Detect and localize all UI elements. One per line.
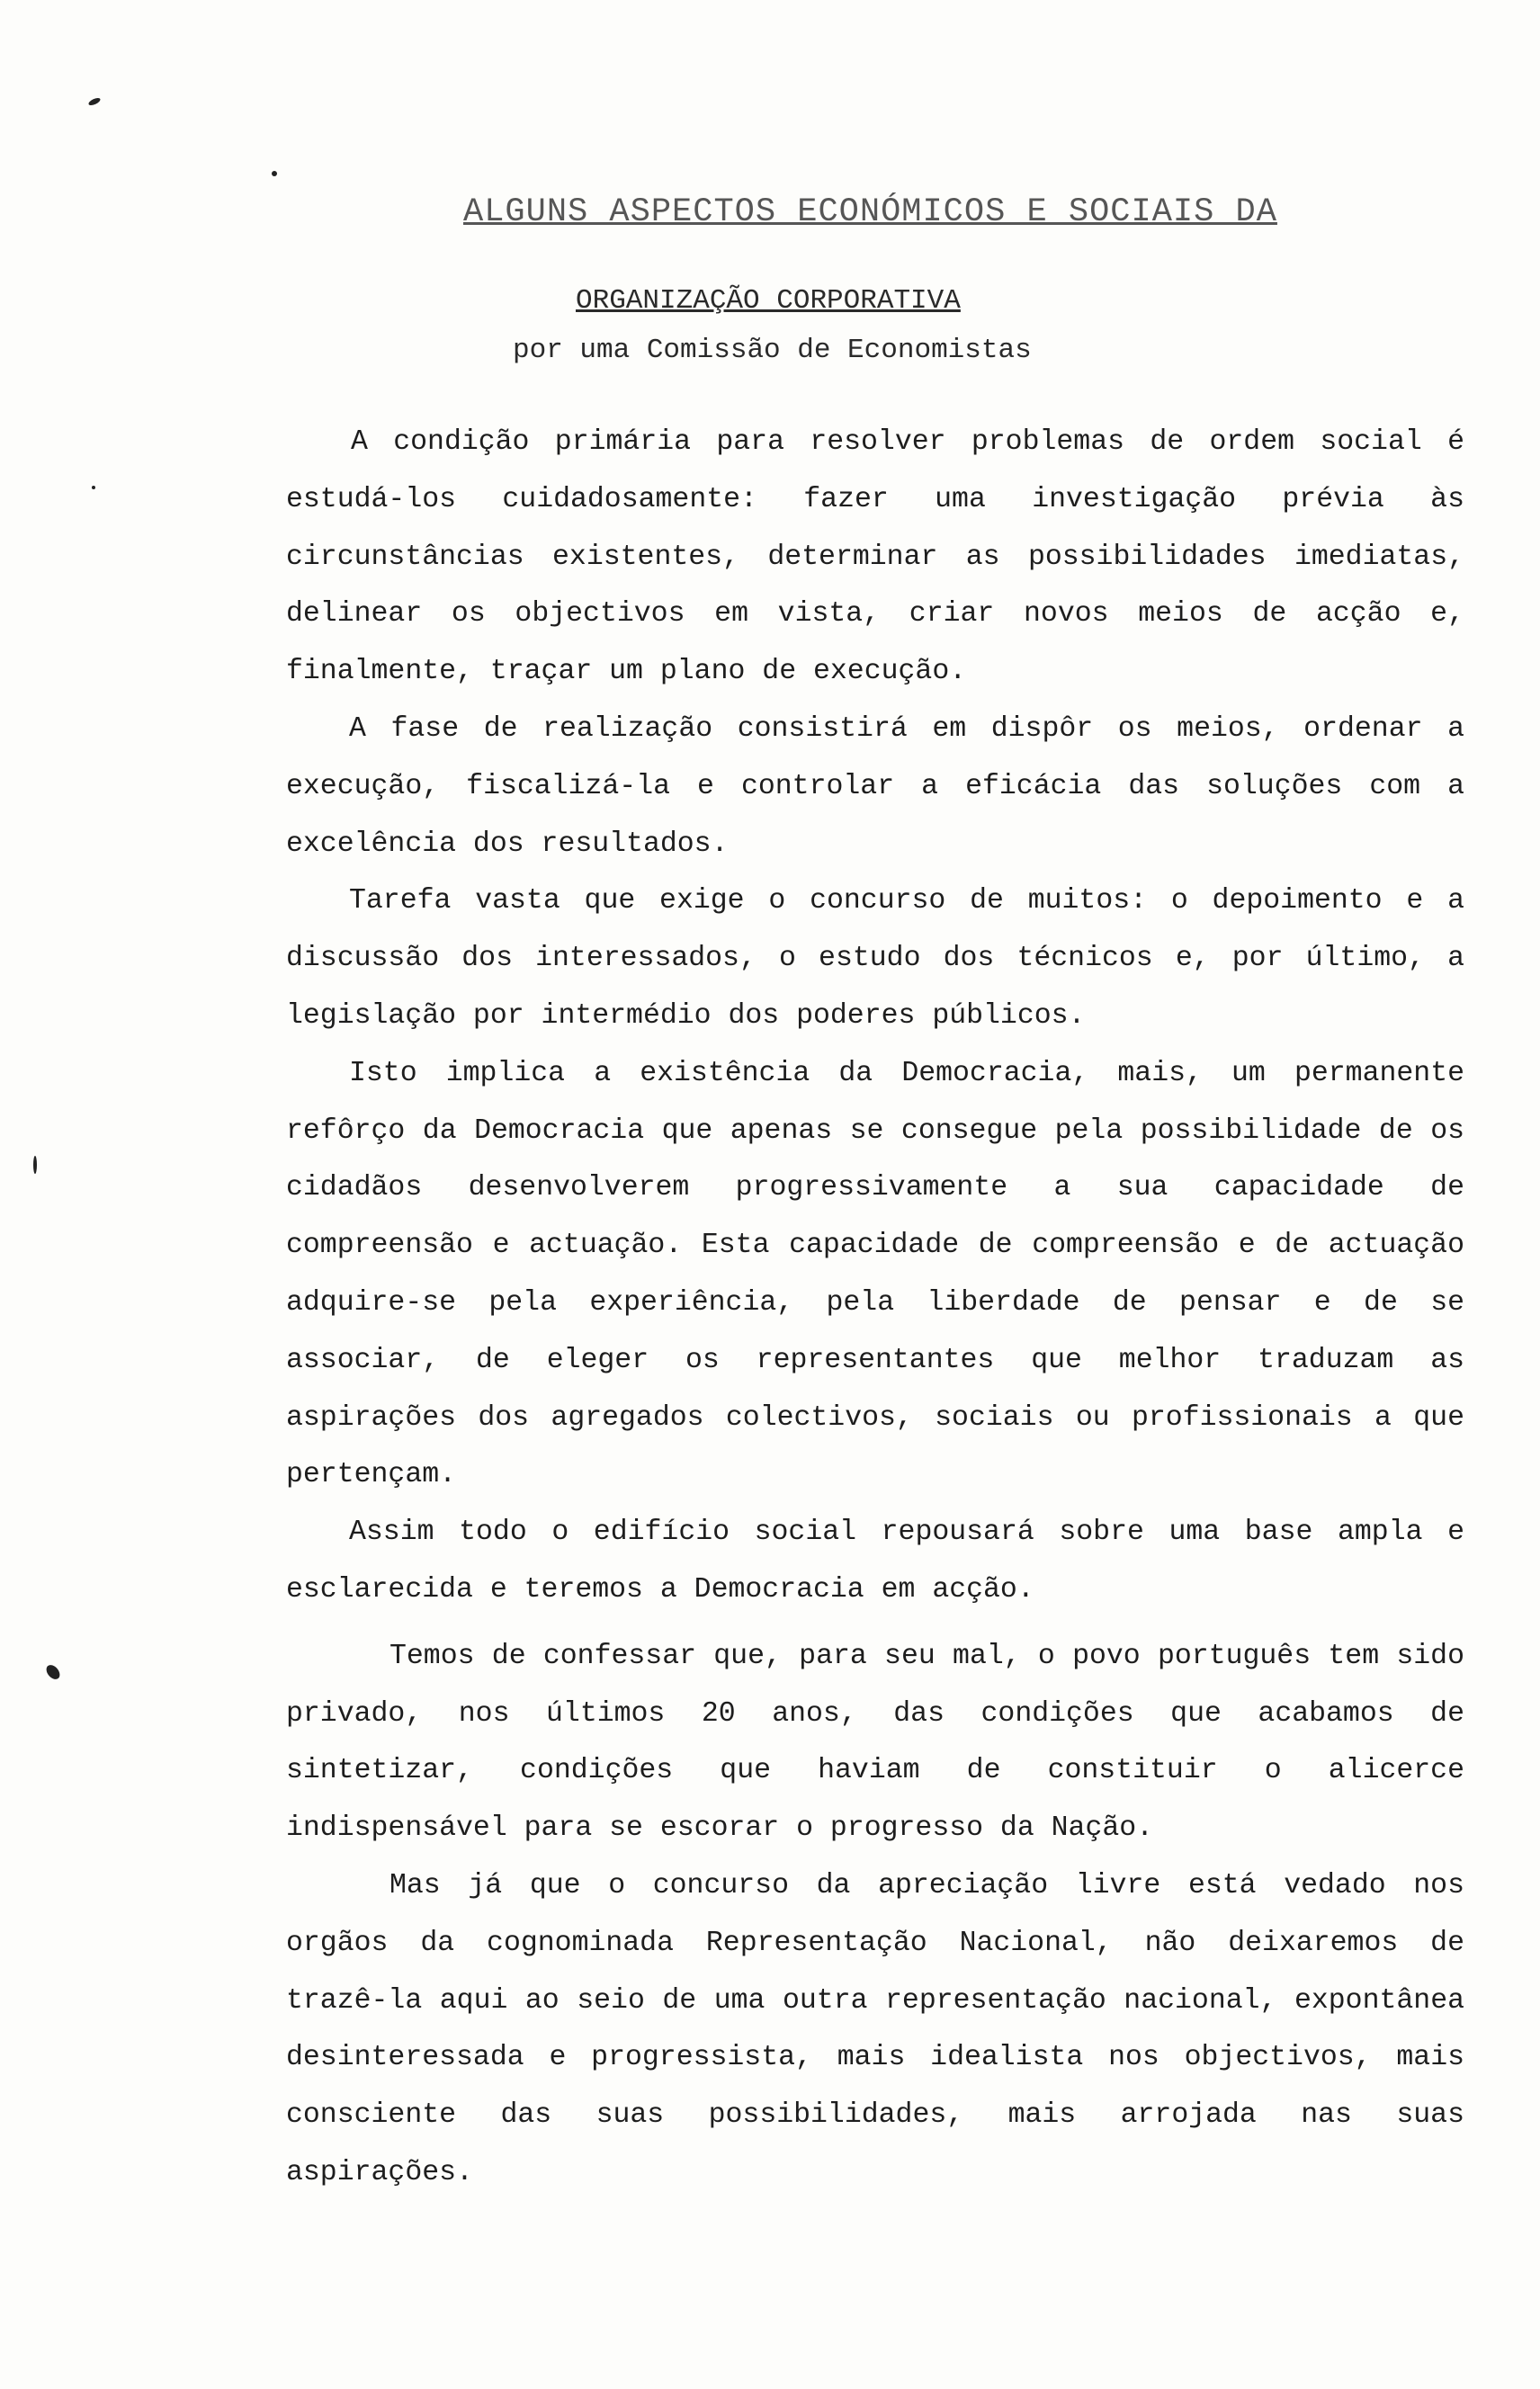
- document-subtitle: por uma Comissão de Economistas: [513, 335, 1032, 366]
- paragraph: Temos de confessar que, para seu mal, o povo português tem sido privado, nos últimos 20 anos, das condições que acabamos de sintetizar, condições que haviam de constituir o alicerce indispensável para se escorar o progresso da Nação.: [286, 1640, 1464, 1845]
- document-title-line2: ORGANIZAÇÃO CORPORATIVA: [576, 285, 961, 317]
- paragraph: Assim todo o edifício social repousará sobre uma base ampla e esclarecida e teremos a Democracia em acção.: [286, 1517, 1464, 1606]
- document-title: ALGUNS ASPECTOS ECONÓMICOS E SOCIAIS DA: [463, 193, 1277, 231]
- paragraph: Mas já que o concurso da apreciação livre está vedado nos orgãos da cognominada Representação Nacional, não deixaremos de trazê-la aqui ao seio de uma outra representação nacional, expontânea desinteressada e progressista, mais idealista nos objectivos, mais consciente das suas possibilidades, mais arrojada nas suas aspirações.: [286, 1869, 1464, 2188]
- paragraph: Isto implica a existência da Democracia, mais, um permanente refôrço da Democracia que apenas se consegue pela possibilidade de os cidadãos desenvolverem progressivamente a sua capacidade de compreensão e actuação. Esta capacidade de compreensão e de actuação adquire-se pela experiência, pela liberdade de pensar e de se associar, de eleger os representantes que melhor traduzam as aspirações dos agregados colectivos, sociais ou profissionais a que pertençam.: [286, 1057, 1464, 1491]
- paragraph: A fase de realização consistirá em dispôr os meios, ordenar a execução, fiscalizá-la e controlar a eficácia das soluções com a excelência dos resultados.: [286, 712, 1464, 860]
- paragraph: Tarefa vasta que exige o concurso de muitos: o depoimento e a discussão dos interessados, o estudo dos técnicos e, por último, a legislação por intermédio dos poderes públicos.: [286, 885, 1464, 1032]
- scan-mark: [87, 96, 101, 106]
- scan-mark: [44, 1662, 63, 1682]
- scan-mark: [272, 171, 277, 176]
- paragraph: A condição primária para resolver problemas de ordem social é estudá-los cuidadosamente: fazer uma investigação prévia às circunstâncias existentes, determinar as possibilidades imediatas, delinear os objectivos em vista, criar novos meios de acção e, finalmente, traçar um plano de execução.: [286, 426, 1464, 688]
- scan-mark: [33, 1156, 37, 1174]
- body-text: [286, 414, 1464, 2202]
- scan-mark: [92, 486, 95, 489]
